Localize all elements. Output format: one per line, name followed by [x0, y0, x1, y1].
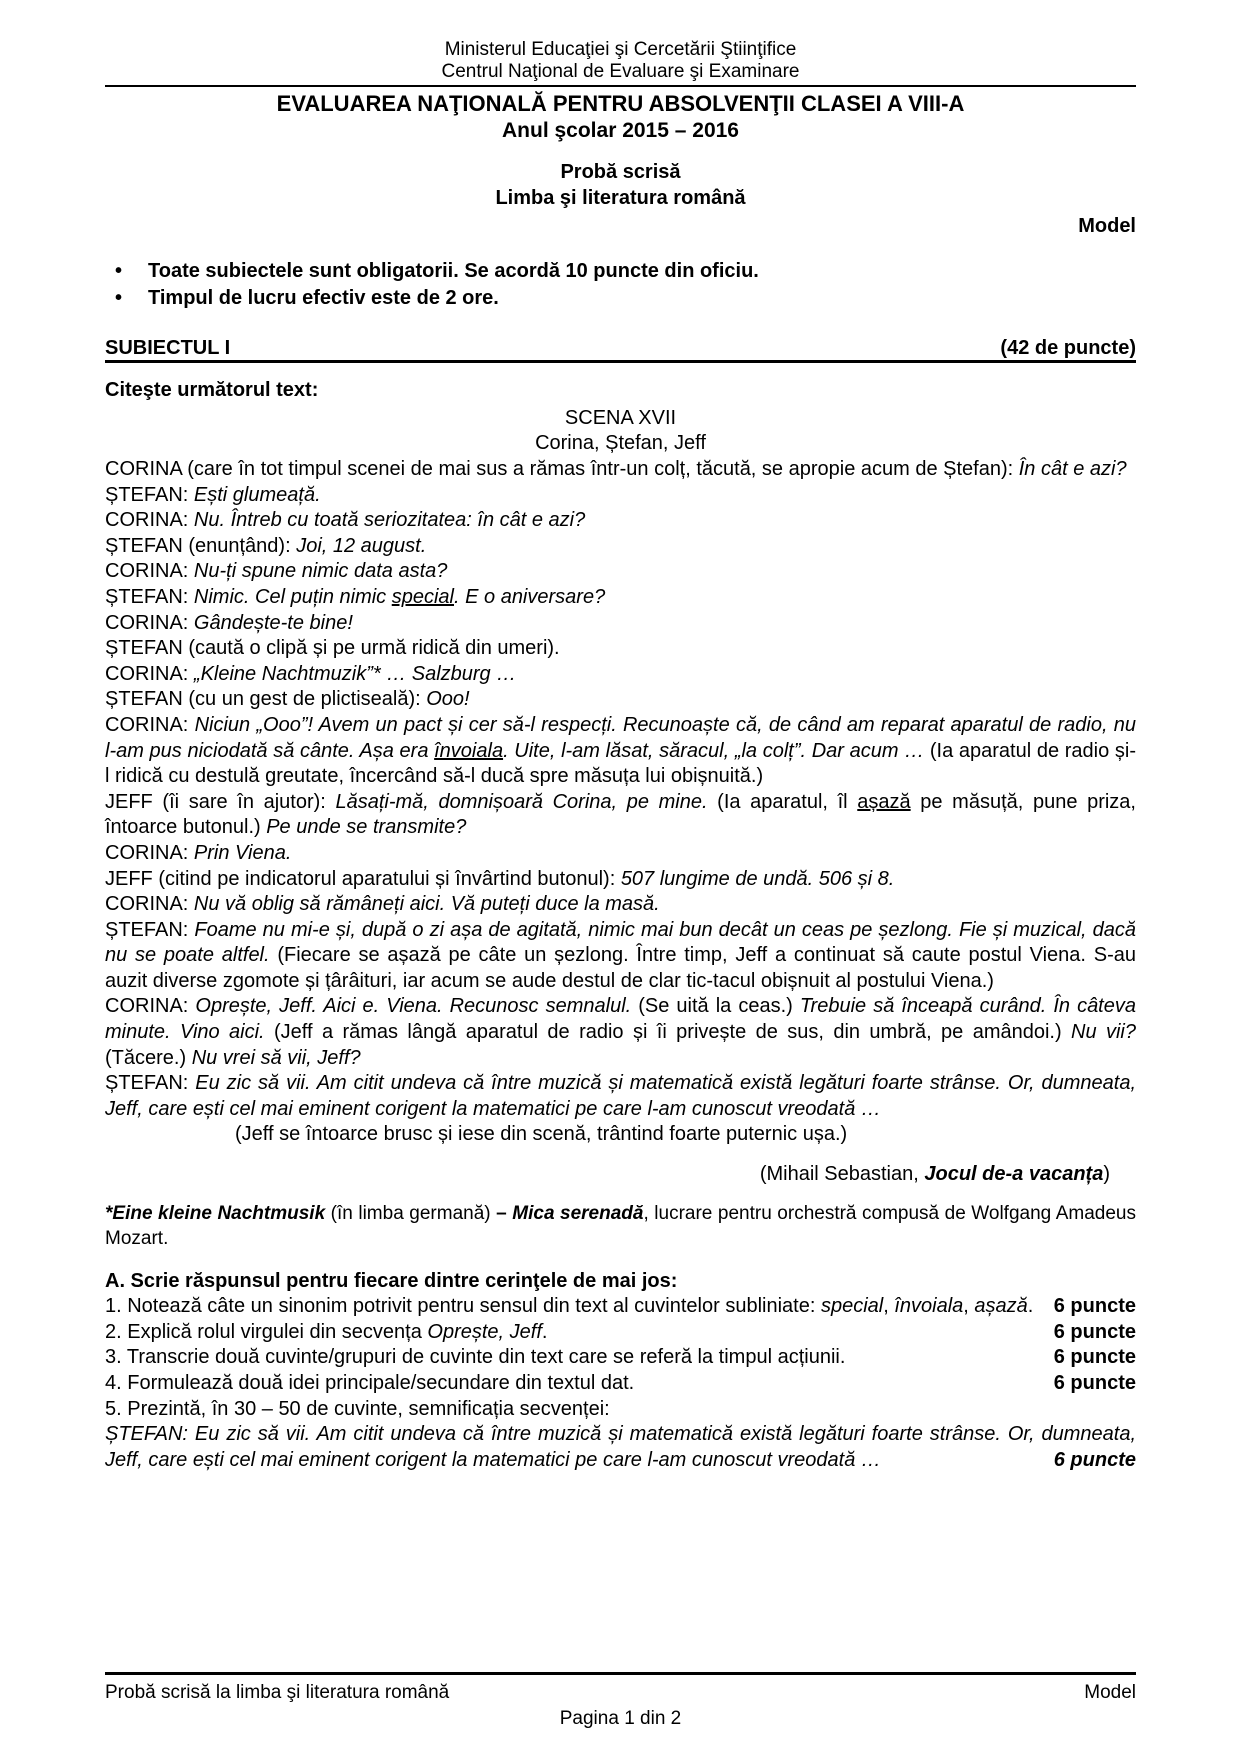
dialogue-paragraph: [105, 687, 1136, 713]
text-segment: Ooo!: [426, 688, 470, 711]
page-footer: [105, 1672, 1136, 1731]
text-segment: ,: [963, 1295, 975, 1318]
task-item-1: [105, 1294, 1136, 1320]
text-segment: CORINA (care în tot timpul scenei de mai sus a rămas într-un colț, tăcută, se apropie acum de Ștefan):: [105, 458, 1019, 480]
text-segment: Jocul de-a vacanța: [924, 1163, 1104, 1186]
text-segment: JEFF (citind pe indicatorul aparatului și învârtind butonul):: [105, 867, 621, 890]
text-segment: ȘTEFAN:: [105, 483, 194, 506]
subject1-total-points: (42 de puncte): [1000, 337, 1136, 359]
exam-title: EVALUAREA NAŢIONALĂ PENTRU ABSOLVENŢII CLASEI A VIII-A: [276, 91, 965, 116]
text-segment: Joi, 12 august.: [296, 534, 427, 557]
footer-exam-name: Probă scrisă la limba şi literatura română: [105, 1682, 450, 1703]
task-text: [105, 1295, 1033, 1317]
text-segment: 5. Prezintă, în 30 – 50 de cuvinte, semnificația secvenței:: [105, 1397, 610, 1420]
dialogue-paragraph: [105, 483, 1136, 509]
task-item-4: [105, 1371, 1136, 1397]
text-segment: CORINA:: [105, 560, 194, 583]
exam-notes: [105, 258, 1136, 312]
scene-title: SCENA XVII: [564, 407, 677, 429]
text-segment: ): [1103, 1163, 1110, 1186]
task-text: [105, 1321, 547, 1343]
task-text: [105, 1398, 610, 1420]
section-a-heading: A. Scrie răspunsul pentru fiecare dintre cerinţele de mai jos:: [105, 1269, 678, 1292]
text-segment: 3. Transcrie două cuvinte/grupuri de cuvinte din text care se referă la timpul acțiunii.: [105, 1346, 846, 1369]
model-label: Model: [1078, 215, 1136, 237]
text-segment: 2. Explică rolul virgulei din secvența: [105, 1320, 428, 1343]
text-segment: JEFF (îi sare în ajutor):: [105, 790, 336, 813]
task-item-2: [105, 1320, 1136, 1346]
text-segment: CORINA:: [105, 995, 196, 1018]
footer-divider: [105, 1672, 1136, 1675]
text-segment: așază: [857, 790, 911, 813]
text-segment: (Ia aparatul de radio și-l ridică cu destulă greutate, încercând să-l ducă spre măsuța lui obișnuită.): [105, 739, 1136, 788]
task-item-5: [105, 1397, 1136, 1423]
note-item: • Toate subiectele sunt obligatorii. Se acordă 10 puncte din oficiu.: [105, 258, 1136, 285]
dialogue-paragraph: [105, 713, 1136, 790]
text-segment: ,: [883, 1295, 895, 1318]
text-segment: 4. Formulează două idei principale/secundare din textul dat.: [105, 1372, 635, 1394]
text-segment: (Se uită la ceas.): [631, 995, 800, 1018]
text-segment: Oprește, Jeff: [427, 1320, 542, 1343]
dialogue-paragraph: [105, 918, 1136, 995]
ministry-name: Ministerul Educaţiei şi Cercetării Ştiinţifice: [444, 39, 797, 60]
text-segment: (Mihail Sebastian,: [759, 1163, 925, 1186]
dialogue-paragraph: [105, 1071, 1136, 1122]
text-segment: , lucrare pentru orchestră compusă de Wolfgang Amadeus Mozart.: [105, 1202, 1136, 1249]
text-segment: Ești glumeață.: [193, 483, 321, 506]
text-segment: Nu vii?: [1071, 1021, 1137, 1044]
text-segment: CORINA:: [105, 713, 195, 736]
text-segment: Foame nu mi-e și, după o zi așa de agitată, nimic mai bun decât un ceas pe șezlong. Fie și muzical, dacă nu se poate altfel.: [105, 918, 1137, 967]
text-segment: Trebuie să înceapă curând. În câteva minute. Vino aici.: [105, 995, 1136, 1044]
text-segment: Nu-ți spune nimic data asta?: [193, 560, 448, 583]
exam-type: Probă scrisă: [560, 161, 681, 183]
text-segment: Oprește, Jeff. Aici e. Viena. Recunosc semnalul.: [195, 995, 632, 1018]
source-attribution: [105, 1162, 1110, 1188]
text-segment: Pe unde se transmite?: [266, 816, 467, 839]
text-segment: CORINA:: [105, 509, 194, 532]
text-segment: ȘTEFAN:: [105, 1072, 196, 1095]
scene-characters: Corina, Ștefan, Jeff: [535, 432, 706, 454]
footnote: [105, 1201, 1136, 1251]
read-instruction: Citeşte următorul text:: [105, 379, 319, 401]
text-segment: –: [496, 1202, 513, 1224]
dialogue-paragraph: [105, 636, 1136, 662]
subject1-title: SUBIECTUL I: [105, 337, 231, 359]
dialogue-paragraph: [105, 841, 1136, 867]
text-segment: Niciun „Ooo”! Avem un pact și cer să-l respecți. Recunoaște că, de când am reparat aparatul de radio, nu l-am pus niciodată să cânte. Așa era: [105, 713, 1136, 762]
text-segment: pe măsuță, pune priza, întoarce butonul.): [105, 790, 1136, 839]
header-divider: [105, 85, 1136, 87]
footer-model-label: Model: [1084, 1682, 1136, 1703]
text-segment: ȘTEFAN (caută o clipă și pe urmă ridică din umeri).: [105, 637, 560, 660]
text-segment: (Tăcere.): [105, 1046, 192, 1069]
text-segment: Lăsați-mă, domnișoară Corina, pe mine.: [335, 790, 708, 813]
text-segment: Gândește-te bine!: [193, 611, 353, 634]
points-label: 6 puncte: [1053, 1448, 1136, 1471]
text-segment: Mica serenadă: [512, 1202, 644, 1224]
text-segment: 507 lungime de undă. 506 și 8.: [620, 867, 895, 890]
text-segment: ȘTEFAN (cu un gest de plictiseală):: [105, 688, 427, 711]
text-segment: 1. Notează câte un sinonim potrivit pentru sensul din text al cuvintelor subliniate:: [105, 1295, 821, 1318]
text-segment: Nimic. Cel puțin nimic: [193, 585, 392, 608]
dialogue-paragraph: [105, 611, 1136, 637]
dialogue-paragraph: [105, 534, 1136, 560]
task-item-3: [105, 1345, 1136, 1371]
dialogue-paragraph: [105, 585, 1136, 611]
text-segment: special: [391, 585, 454, 608]
text-segment: CORINA:: [105, 611, 194, 634]
text-segment: învoiala: [434, 739, 504, 762]
text-segment: .: [541, 1320, 548, 1343]
section-a: [105, 1269, 1136, 1474]
page-header: [105, 39, 1136, 238]
dialogue-text: [105, 457, 1136, 1122]
stage-exit-direction: (Jeff se întoarce brusc și iese din scenă, trântind foarte puternic ușa.): [235, 1123, 848, 1146]
text-segment: învoiala: [894, 1295, 964, 1318]
note-item: • Timpul de lucru efectiv este de 2 ore.: [105, 285, 1136, 312]
text-segment: (Jeff a rămas lângă aparatul de radio și îi privește de sus, din umbră, pe amândoi.): [264, 1021, 1072, 1044]
text-segment: CORINA:: [105, 662, 194, 685]
page-number: Pagina 1 din 2: [559, 1708, 682, 1729]
dialogue-paragraph: [105, 508, 1136, 534]
text-segment: Nu vă oblig să rămâneți aici. Vă puteți duce la masă.: [193, 893, 660, 916]
points-label: 6 puncte: [1053, 1346, 1136, 1369]
dialogue-paragraph: [105, 457, 1136, 483]
text-segment: Prin Viena.: [193, 841, 292, 864]
text-segment: CORINA:: [105, 841, 194, 864]
text-segment: (în limba germană): [325, 1202, 497, 1224]
dialogue-paragraph: [105, 790, 1136, 841]
quote-text: [105, 1423, 1136, 1471]
text-segment: Nu vrei să vii, Jeff?: [191, 1046, 361, 1069]
task-text: [105, 1346, 845, 1368]
text-segment: .: [1027, 1295, 1034, 1318]
text-segment: Nu. Întreb cu toată seriozitatea: în cât e azi?: [193, 509, 586, 532]
dialogue-paragraph: [105, 892, 1136, 918]
text-segment: așază: [974, 1295, 1028, 1318]
text-segment: ȘTEFAN: Eu zic să vii. Am citit undeva că între muzică și matematică există legături foarte strânse. Or, dumneata, Jeff, care ești cel mai eminent corigent la matematici pe care l-am cunoscut vreodată …: [105, 1423, 1136, 1471]
school-year: Anul şcolar 2015 – 2016: [502, 119, 739, 142]
dialogue-paragraph: [105, 994, 1136, 1071]
text-segment: ȘTEFAN (enunțând):: [105, 534, 297, 557]
text-segment: În cât e azi?: [1018, 458, 1127, 480]
exam-subject: Limba şi literatura română: [495, 187, 746, 209]
text-segment: (Fiecare se așază pe câte un șezlong. Între timp, Jeff a continuat să caute postul Viena. S-au auzit diverse zgomote și țârâituri, iar acum se aude destul de clar tic-tacul obișnuit al postului Viena.): [105, 944, 1136, 992]
text-segment: CORINA:: [105, 893, 194, 916]
text-segment: *Eine kleine Nachtmusik: [105, 1202, 326, 1224]
dialogue-paragraph: [105, 559, 1136, 585]
points-label: 6 puncte: [1053, 1320, 1136, 1343]
text-segment: . Uite, l-am lăsat, săracul, „la colț”. Dar acum …: [503, 739, 930, 762]
dialogue-paragraph: [105, 867, 1136, 893]
text-segment: ȘTEFAN:: [105, 918, 195, 941]
task-5-quote: [105, 1422, 1136, 1473]
points-label: 6 puncte: [1053, 1295, 1136, 1318]
subject1-heading-row: [105, 336, 1136, 363]
text-segment: special: [820, 1295, 884, 1318]
text-segment: (Ia aparatul, îl: [707, 790, 858, 813]
points-label: 6 puncte: [1053, 1372, 1136, 1394]
text-segment: ȘTEFAN:: [105, 585, 194, 608]
evaluation-center-name: Centrul Naţional de Evaluare şi Examinare: [441, 61, 800, 82]
dialogue-paragraph: [105, 662, 1136, 688]
text-segment: „Kleine Nachtmuzik”* … Salzburg …: [193, 662, 517, 685]
text-segment: . E o aniversare?: [454, 585, 606, 608]
text-segment: Eu zic să vii. Am citit undeva că între muzică și matematică există legături foarte strânse. Or, dumneata, Jeff, care ești cel mai eminent corigent la matematici pe care l-am cunoscut vreodată …: [105, 1072, 1137, 1120]
task-text: [105, 1372, 634, 1394]
